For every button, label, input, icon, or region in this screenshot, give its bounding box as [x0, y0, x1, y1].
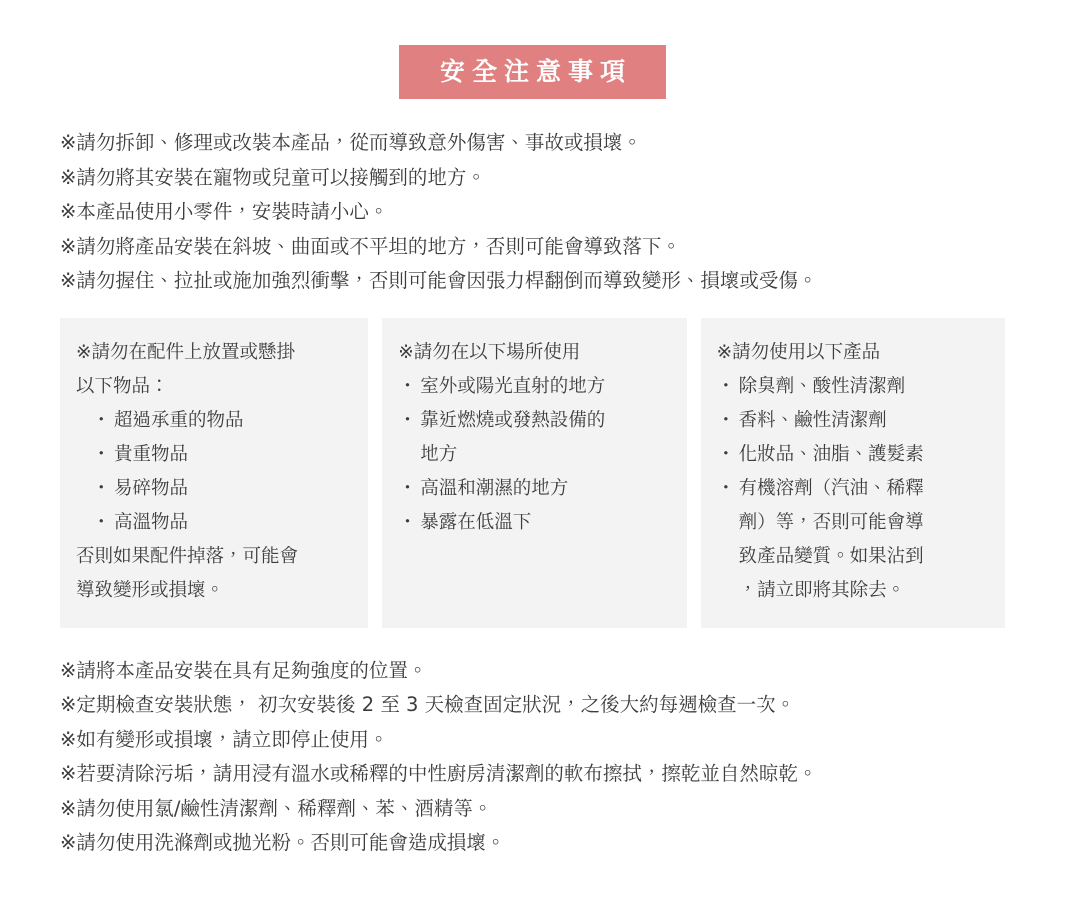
list-item-continuation-line: ，請立即將其除去。	[738, 579, 906, 601]
panel-footer	[76, 540, 352, 608]
list-item	[398, 472, 670, 506]
list-item-text: 高溫和潮濕的地方	[420, 477, 569, 499]
panel-heading	[717, 336, 989, 370]
list-item-continuation-line: 致產品變質。如果沾到	[738, 545, 924, 567]
note-line: ※本產品使用小零件，安裝時請小心。	[60, 200, 389, 223]
list-item	[717, 370, 989, 404]
panel-item-list	[717, 370, 989, 608]
list-item	[398, 404, 670, 472]
note-line: ※請勿握住、拉扯或施加強烈衝擊，否則可能會因張力桿翻倒而導致變形、損壞或受傷。	[60, 269, 818, 292]
panel-heading-line: ※請勿在以下場所使用	[398, 341, 581, 363]
list-item	[717, 404, 989, 438]
list-item	[717, 438, 989, 472]
panel-do-not-use-locations	[382, 318, 686, 628]
list-item	[398, 370, 670, 404]
list-item-text: 除臭劑、酸性清潔劑	[738, 375, 906, 397]
note-line: ※若要清除污垢，請用浸有溫水或稀釋的中性廚房清潔劑的軟布擦拭，擦乾並自然晾乾。	[60, 762, 818, 785]
list-item: ・ 貴重物品	[76, 438, 352, 472]
note-line: ※請將本產品安裝在具有足夠強度的位置。	[60, 658, 428, 682]
list-item	[398, 506, 670, 540]
panel-heading-line: ※請勿在配件上放置或懸掛	[76, 341, 296, 363]
list-item-text: 靠近燃燒或發熱設備的	[420, 409, 606, 431]
note-line: ※請勿使用氯/鹼性清潔劑、稀釋劑、苯、酒精等。	[60, 796, 493, 820]
panel-item-list	[398, 370, 670, 540]
panel-do-not-use-products	[701, 318, 1005, 628]
page-title: 安全注意事項	[399, 45, 666, 99]
panel-do-not-place	[60, 318, 368, 628]
list-item: ・ 易碎物品	[76, 472, 352, 506]
note-line: ※請勿將其安裝在寵物或兒童可以接觸到的地方。	[60, 165, 486, 189]
list-item: ・ 超過承重的物品	[76, 404, 352, 438]
list-item-text: 室外或陽光直射的地方	[420, 375, 606, 397]
list-item-continuation: 地方	[420, 443, 458, 465]
bottom-notes-block	[60, 654, 1005, 861]
panel-heading	[76, 336, 352, 404]
note-line: ※請勿將產品安裝在斜坡、曲面或不平坦的地方，否則可能會導致落下。	[60, 234, 681, 258]
list-item: ・ 高溫物品	[76, 506, 352, 540]
list-item-continuation	[739, 506, 989, 608]
list-item-text: 化妝品、油脂、護髮素	[738, 443, 924, 465]
panel-item-list	[76, 404, 352, 540]
list-item-text: 暴露在低溫下	[420, 511, 532, 533]
note-line: ※如有變形或損壞，請立即停止使用。	[60, 727, 389, 751]
panel-heading-line: ※請勿使用以下產品	[716, 341, 881, 363]
panel-heading	[398, 336, 670, 370]
note-line: ※請勿拆卸、修理或改裝本產品，從而導致意外傷害、事故或損壞。	[60, 131, 642, 154]
list-item-text: 有機溶劑（汽油、稀釋	[738, 477, 924, 499]
list-item	[717, 472, 989, 608]
list-item-continuation-line: 劑）等，否則可能會導	[738, 511, 924, 533]
note-line: ※定期檢查安裝狀態， 初次安裝後 2 至 3 天檢查固定狀況，之後大約每週檢查一次。	[60, 693, 796, 716]
top-notes-block	[60, 126, 1005, 299]
list-item-text: 香料、鹼性清潔劑	[738, 409, 887, 431]
panel-heading-line: 以下物品：	[76, 375, 169, 397]
panel-footer-line: 否則如果配件掉落，可能會	[76, 545, 299, 567]
title-banner-wrap	[60, 0, 1005, 99]
warning-panels	[60, 318, 1005, 628]
panel-footer-line: 導致變形或損壞。	[76, 579, 225, 601]
note-line: ※請勿使用洗滌劑或拋光粉。否則可能會造成損壞。	[60, 831, 506, 854]
